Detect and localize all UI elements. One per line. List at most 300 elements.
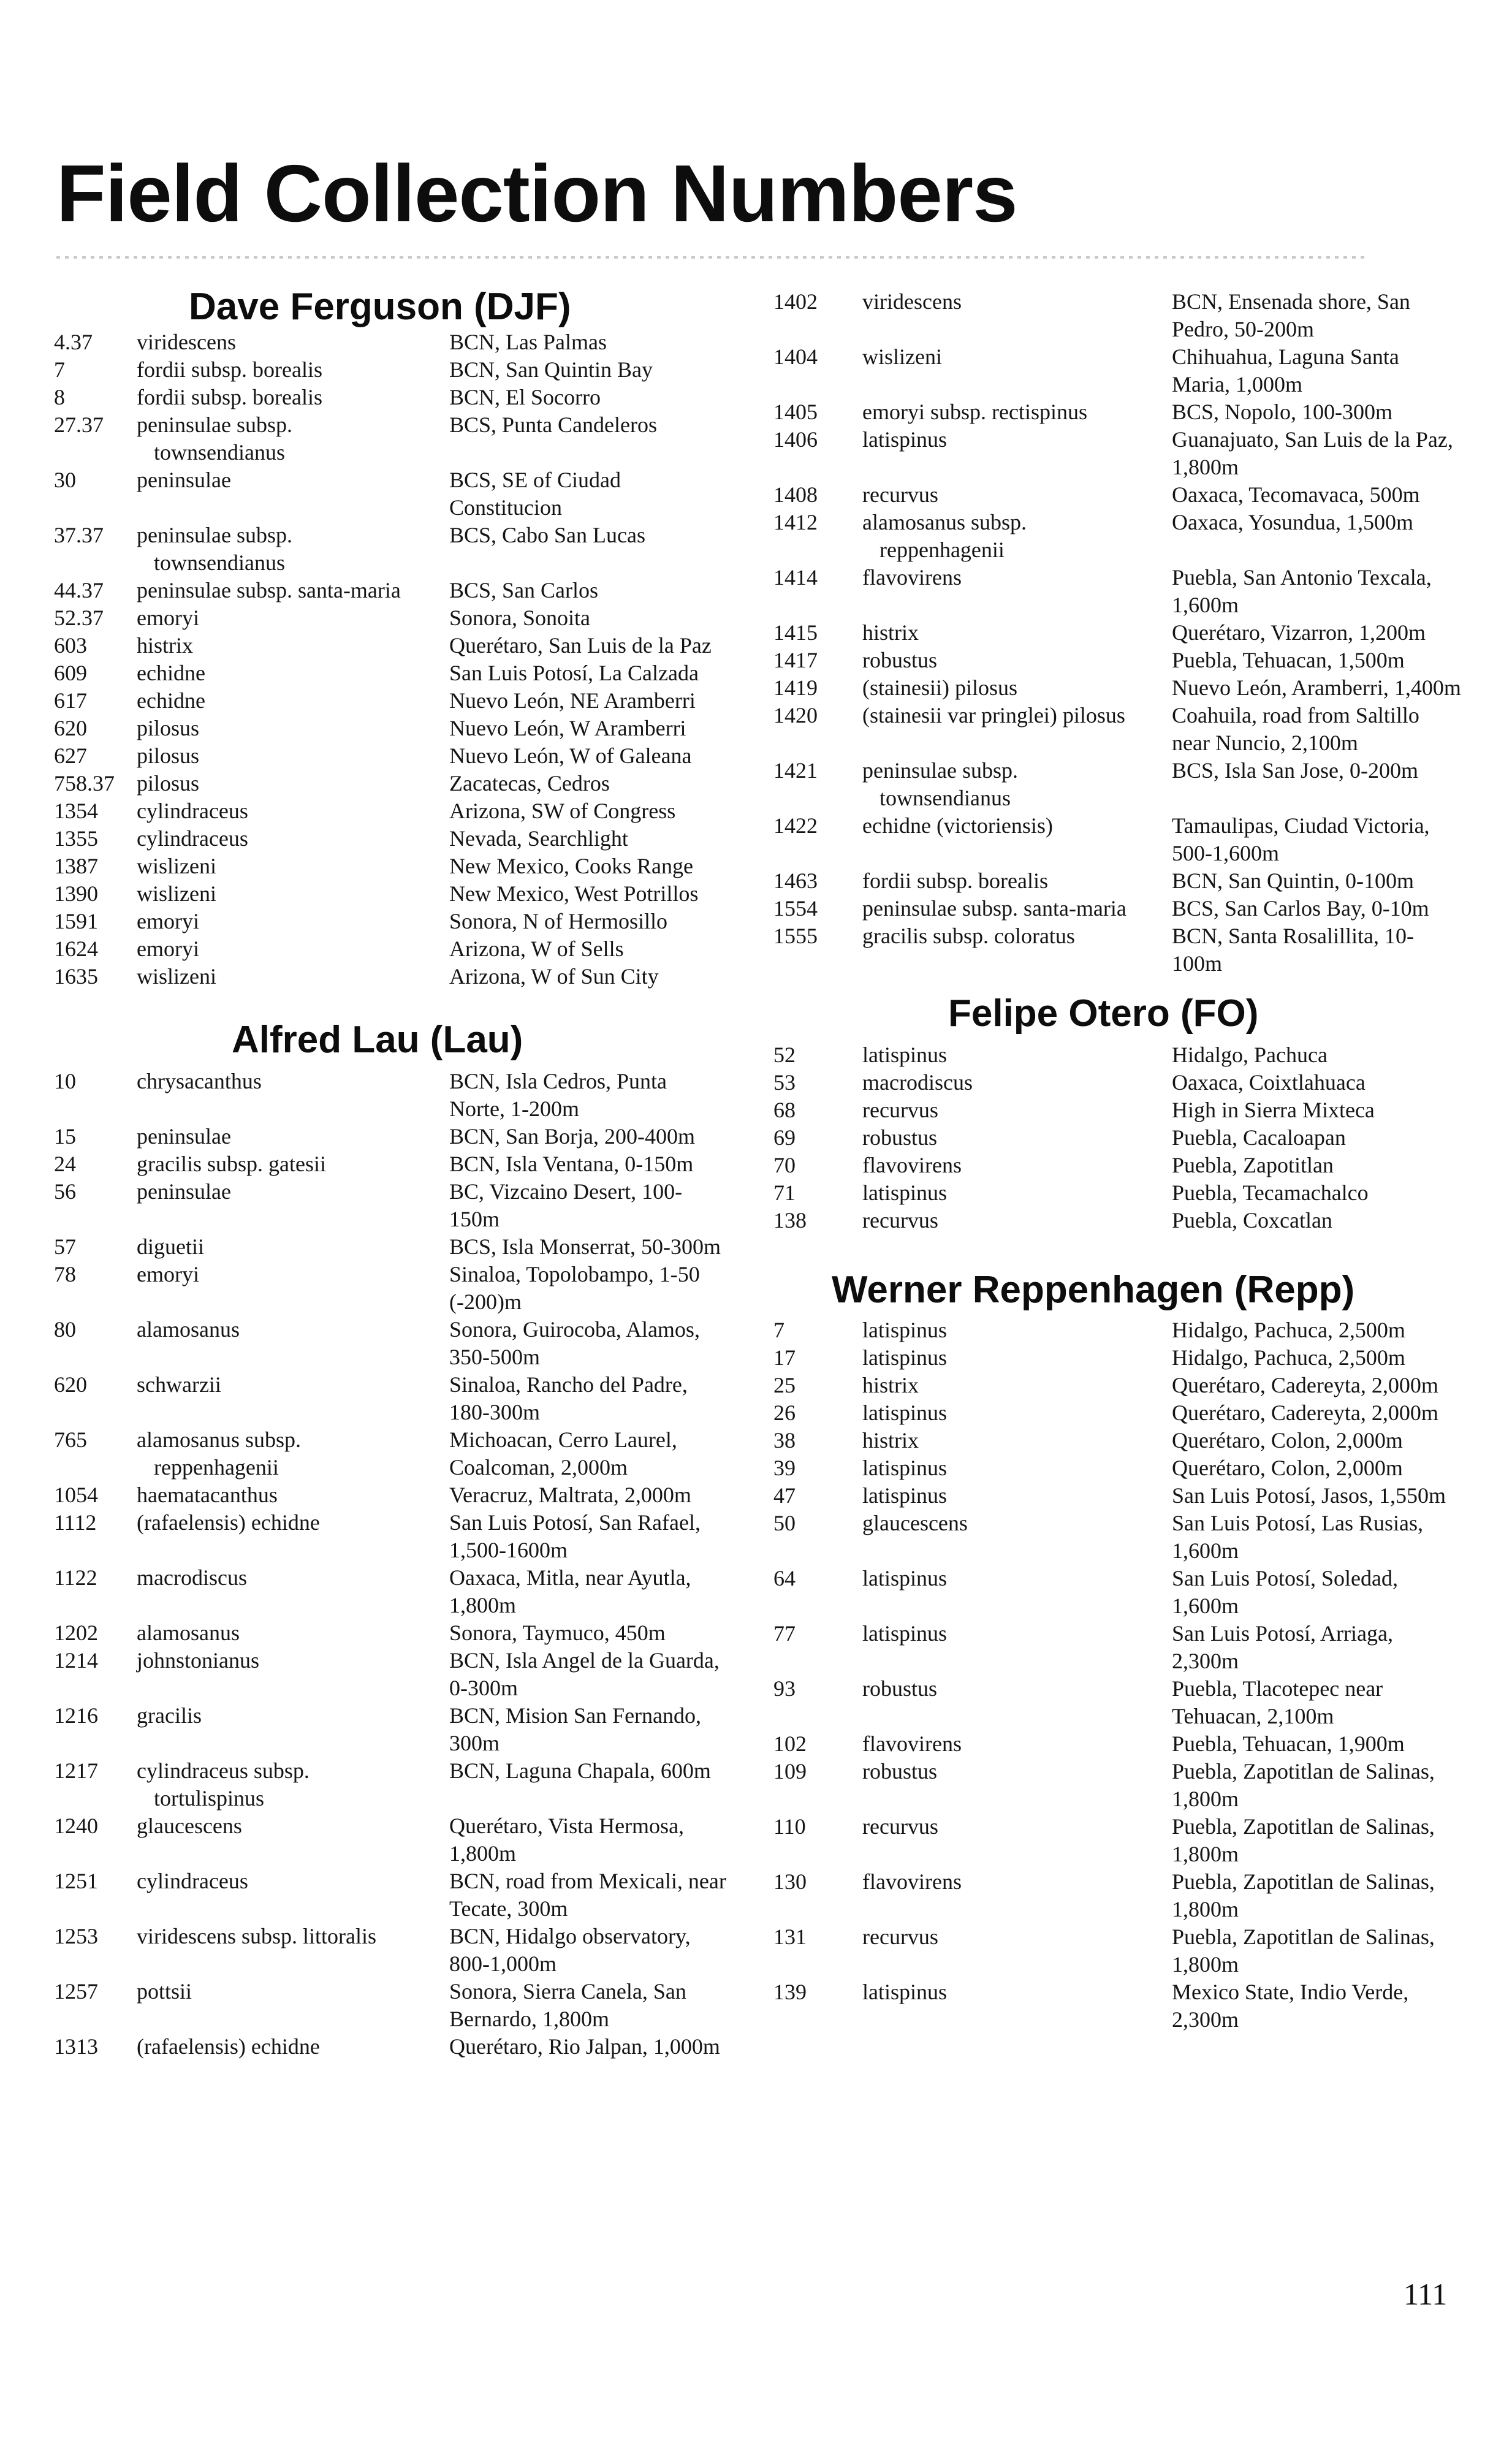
species-name	[137, 1923, 449, 1978]
species-text: macrodiscus	[862, 1070, 973, 1095]
list-item	[54, 1261, 731, 1316]
collection-number: 609	[54, 661, 87, 685]
species-name	[862, 1096, 1172, 1124]
collection-number: 53	[773, 1070, 796, 1095]
species-name	[137, 1123, 449, 1150]
list-item	[54, 1619, 731, 1647]
right-column	[773, 288, 1466, 2034]
species-text: peninsulae	[137, 1179, 231, 1204]
species-text: latispinus	[862, 1318, 948, 1342]
species-name	[137, 466, 449, 522]
list-item	[54, 1702, 731, 1757]
collection-location: Nuevo León, W Aramberri	[449, 716, 686, 740]
collection-location: Puebla, Cacaloapan	[1172, 1125, 1346, 1150]
species-name	[137, 522, 449, 577]
list-item	[54, 1371, 731, 1426]
collection-location: Zacatecas, Cedros	[449, 771, 610, 796]
collection-number: 47	[773, 1483, 796, 1508]
species-name	[862, 702, 1172, 757]
collection-location: Puebla, San Antonio Texcala, 1,600m	[1172, 565, 1432, 617]
species-name	[137, 329, 449, 356]
collection-location: BC, Vizcaino Desert, 100-150m	[449, 1179, 683, 1231]
list-item	[54, 935, 731, 963]
list-item	[773, 1510, 1466, 1565]
species-text: johnstonianus	[137, 1648, 260, 1673]
section-heading-djf: Dave Ferguson (DJF)	[189, 286, 571, 328]
collection-number: 1313	[54, 2034, 98, 2059]
species-text: gracilis subsp. gatesii	[137, 1152, 326, 1176]
collection-number: 1422	[773, 813, 818, 838]
collection-location: San Luis Potosí, La Calzada	[449, 661, 699, 685]
collection-number: 1387	[54, 854, 98, 878]
species-text: alamosanus	[137, 1317, 240, 1342]
collection-location: Sonora, Guirocoba, Alamos, 350-500m	[449, 1317, 700, 1369]
species-text: viridescens	[137, 330, 236, 354]
list-item	[54, 687, 731, 715]
collection-location: San Luis Potosí, Arriaga, 2,300m	[1172, 1621, 1393, 1673]
djf-entries	[54, 329, 731, 990]
collection-location: Veracruz, Maltrata, 2,000m	[449, 1483, 691, 1507]
collection-location: BCN, Laguna Chapala, 600m	[449, 1758, 711, 1783]
collection-location: Querétaro, Colon, 2,000m	[1172, 1456, 1403, 1480]
species-text: echidne	[137, 688, 205, 713]
list-item	[773, 895, 1466, 922]
species-name	[862, 1923, 1172, 1978]
species-name	[862, 1482, 1172, 1510]
collection-location: Nuevo León, W of Galeana	[449, 743, 692, 768]
collection-location: BCN, San Borja, 200-400m	[449, 1124, 695, 1149]
collection-number: 1405	[773, 400, 818, 424]
species-text: wislizeni	[137, 854, 216, 878]
collection-location: Puebla, Tlacotepec near Tehuacan, 2,100m	[1172, 1676, 1383, 1728]
species-text: robustus	[862, 1759, 938, 1784]
species-text: schwarzii	[137, 1372, 221, 1397]
species-text: peninsulae subsp. santa-maria	[137, 578, 401, 602]
collection-location: BCS, Nopolo, 100-300m	[1172, 400, 1393, 424]
species-name	[137, 1564, 449, 1619]
species-text: alamosanus	[137, 1621, 240, 1645]
collection-number: 1112	[54, 1510, 97, 1535]
list-item	[773, 922, 1466, 978]
collection-location: Arizona, SW of Congress	[449, 799, 676, 823]
species-text: flavovirens	[862, 1731, 962, 1756]
species-text: latispinus	[862, 427, 948, 452]
list-item	[54, 1481, 731, 1509]
species-text: (stainesii) pilosus	[862, 675, 1017, 700]
species-name	[137, 742, 449, 770]
page-number: 111	[1404, 2277, 1448, 2311]
species-text: histrix	[862, 620, 919, 645]
species-text: robustus	[862, 648, 938, 672]
collection-location: Nuevo León, NE Aramberri	[449, 688, 696, 713]
collection-number: 4.37	[54, 330, 93, 354]
species-name	[137, 1868, 449, 1923]
species-text: latispinus	[862, 1483, 948, 1508]
list-item	[54, 1068, 731, 1123]
list-item	[54, 715, 731, 742]
collection-location: High in Sierra Mixteca	[1172, 1098, 1375, 1122]
species-text: cylindraceus	[137, 826, 248, 851]
list-item	[54, 1178, 731, 1233]
species-name	[862, 1620, 1172, 1675]
species-name	[862, 1454, 1172, 1482]
collection-number: 50	[773, 1511, 796, 1535]
collection-location: BCN, Mision San Fernando, 300m	[449, 1703, 702, 1755]
section-heading-lau: Alfred Lau (Lau)	[232, 1019, 523, 1061]
collection-location: New Mexico, West Potrillos	[449, 881, 699, 906]
collection-number: 620	[54, 1372, 87, 1397]
collection-number: 758.37	[54, 771, 115, 796]
species-text: latispinus	[862, 1180, 948, 1205]
species-name	[862, 757, 1172, 812]
list-item	[773, 1372, 1466, 1399]
collection-number: 627	[54, 743, 87, 768]
collection-location: Querétaro, Colon, 2,000m	[1172, 1428, 1403, 1453]
list-item	[773, 1868, 1466, 1923]
collection-location: BCS, San Carlos	[449, 578, 599, 602]
species-name	[137, 384, 449, 411]
list-item	[54, 329, 731, 356]
collection-location: Oaxaca, Yosundua, 1,500m	[1172, 510, 1413, 534]
species-text: recurvus	[862, 1208, 938, 1233]
collection-number: 1251	[54, 1869, 98, 1893]
list-item	[773, 1096, 1466, 1124]
collection-location: Puebla, Zapotitlan de Salinas, 1,800m	[1172, 1925, 1435, 1977]
collection-number: 69	[773, 1125, 796, 1150]
species-name	[862, 1730, 1172, 1758]
species-text: peninsulae subsp.	[862, 758, 1018, 783]
list-item	[773, 812, 1466, 867]
collection-number: 109	[773, 1759, 807, 1784]
species-text: fordii subsp. borealis	[862, 868, 1048, 893]
collection-number: 1402	[773, 289, 818, 314]
list-item	[54, 411, 731, 466]
species-name	[137, 659, 449, 687]
list-item	[54, 1426, 731, 1481]
list-item	[54, 1233, 731, 1261]
collection-number: 1217	[54, 1758, 98, 1783]
collection-location: BCN, Isla Ventana, 0-150m	[449, 1152, 694, 1176]
collection-location: Sonora, N of Hermosillo	[449, 909, 667, 933]
collection-location: BCN, Hidalgo observatory, 800-1,000m	[449, 1924, 691, 1976]
collection-number: 71	[773, 1180, 796, 1205]
list-item	[54, 908, 731, 935]
list-item	[773, 757, 1466, 812]
species-text: emoryi	[137, 937, 199, 961]
species-name	[862, 1179, 1172, 1207]
species-name	[862, 426, 1172, 481]
collection-number: 1554	[773, 896, 818, 921]
list-item	[54, 770, 731, 797]
species-name	[862, 1399, 1172, 1427]
species-name	[862, 1978, 1172, 2034]
species-name	[137, 825, 449, 853]
species-name	[137, 1233, 449, 1261]
collection-number: 56	[54, 1179, 76, 1204]
species-text: wislizeni	[137, 964, 216, 989]
collection-location: BCN, San Quintin Bay	[449, 357, 653, 382]
species-text: cylindraceus	[137, 1869, 248, 1893]
collection-location: Querétaro, Rio Jalpan, 1,000m	[449, 2034, 720, 2059]
collection-location: Sinaloa, Rancho del Padre, 180-300m	[449, 1372, 688, 1424]
list-item	[54, 522, 731, 577]
species-name	[862, 895, 1172, 922]
species-name	[862, 1344, 1172, 1372]
list-item	[54, 659, 731, 687]
list-item	[773, 674, 1466, 702]
species-text: peninsulae	[137, 1124, 231, 1149]
collection-location: BCS, Cabo San Lucas	[449, 523, 645, 547]
species-text: latispinus	[862, 1566, 948, 1590]
species-text: pilosus	[137, 716, 200, 740]
collection-location: San Luis Potosí, Las Rusias, 1,600m	[1172, 1511, 1424, 1563]
collection-number: 138	[773, 1208, 807, 1233]
collection-number: 8	[54, 385, 65, 409]
species-name	[137, 908, 449, 935]
collection-location: BCS, Punta Candeleros	[449, 412, 657, 437]
species-name	[862, 1124, 1172, 1152]
collection-number: 1420	[773, 703, 818, 728]
collection-number: 68	[773, 1098, 796, 1122]
list-item	[773, 1344, 1466, 1372]
species-continuation: reppenhagenii	[879, 538, 1005, 562]
collection-location: Puebla, Zapotitlan	[1172, 1153, 1334, 1177]
species-text: flavovirens	[862, 1869, 962, 1894]
species-name	[137, 1978, 449, 2033]
collection-location: Sinaloa, Topolobampo, 1-50 (-200)m	[449, 1262, 700, 1314]
collection-number: 1408	[773, 482, 818, 507]
collection-location: San Luis Potosí, San Rafael, 1,500-1600m	[449, 1510, 701, 1562]
collection-number: 1421	[773, 758, 818, 783]
species-text: chrysacanthus	[137, 1069, 262, 1093]
collection-number: 70	[773, 1153, 796, 1177]
species-text: latispinus	[862, 1621, 948, 1646]
section-heading-repp: Werner Reppenhagen (Repp)	[832, 1269, 1355, 1311]
collection-location: Nevada, Searchlight	[449, 826, 628, 851]
collection-location: BCN, San Quintin, 0-100m	[1172, 868, 1415, 893]
collection-location: San Luis Potosí, Jasos, 1,550m	[1172, 1483, 1446, 1508]
collection-location: BCS, Isla Monserrat, 50-300m	[449, 1234, 721, 1259]
collection-number: 26	[773, 1400, 796, 1425]
species-continuation: townsendianus	[154, 440, 285, 465]
species-text: histrix	[862, 1373, 919, 1397]
collection-number: 1216	[54, 1703, 98, 1728]
species-name	[862, 343, 1172, 398]
species-name	[862, 1813, 1172, 1868]
species-name	[862, 398, 1172, 426]
species-name	[137, 1702, 449, 1757]
list-item	[773, 1923, 1466, 1978]
species-text: gracilis	[137, 1703, 202, 1728]
collection-location: BCN, Isla Cedros, Punta Norte, 1-200m	[449, 1069, 667, 1121]
list-item	[54, 356, 731, 384]
collection-number: 130	[773, 1869, 807, 1894]
collection-location: Puebla, Coxcatlan	[1172, 1208, 1332, 1233]
species-text: latispinus	[862, 1980, 948, 2004]
species-continuation: reppenhagenii	[154, 1455, 279, 1480]
lau-entries	[54, 1068, 731, 2061]
species-name	[137, 963, 449, 990]
species-text: pilosus	[137, 743, 200, 768]
species-name	[137, 1261, 449, 1316]
collection-number: 17	[773, 1345, 796, 1370]
list-item	[773, 702, 1466, 757]
list-item	[773, 481, 1466, 509]
collection-number: 1591	[54, 909, 98, 933]
collection-location: BCN, Las Palmas	[449, 330, 607, 354]
list-item	[54, 797, 731, 825]
species-name	[137, 853, 449, 880]
collection-number: 52.37	[54, 606, 104, 630]
collection-location: Puebla, Tecamachalco	[1172, 1180, 1369, 1205]
list-item	[773, 288, 1466, 343]
list-item	[773, 867, 1466, 895]
collection-location: BCN, Santa Rosalillita, 10-100m	[1172, 924, 1414, 976]
fo-entries	[773, 1041, 1466, 1234]
djf-continued-entries	[773, 288, 1466, 978]
list-item	[54, 384, 731, 411]
collection-number: 1419	[773, 675, 818, 700]
species-text: wislizeni	[862, 344, 942, 369]
collection-location: BCN, El Socorro	[449, 385, 601, 409]
species-text: emoryi	[137, 1262, 199, 1286]
species-text: viridescens subsp. littoralis	[137, 1924, 376, 1948]
list-item	[773, 426, 1466, 481]
collection-number: 52	[773, 1043, 796, 1067]
collection-number: 25	[773, 1373, 796, 1397]
species-name	[862, 1565, 1172, 1620]
collection-number: 1122	[54, 1565, 97, 1590]
species-name	[137, 687, 449, 715]
collection-number: 131	[773, 1925, 807, 1949]
list-item	[54, 1812, 731, 1868]
collection-number: 1463	[773, 868, 818, 893]
species-name	[137, 797, 449, 825]
species-name	[862, 1427, 1172, 1454]
list-item	[773, 1813, 1466, 1868]
list-item	[54, 963, 731, 990]
species-name	[137, 1316, 449, 1371]
section-heading-fo: Felipe Otero (FO)	[948, 992, 1259, 1035]
species-name	[862, 1868, 1172, 1923]
species-text: peninsulae subsp.	[137, 523, 292, 547]
species-name	[137, 1426, 449, 1481]
collection-location: Sonora, Sonoita	[449, 606, 590, 630]
list-item	[54, 853, 731, 880]
list-item	[773, 564, 1466, 619]
species-text: echidne (victoriensis)	[862, 813, 1053, 838]
species-name	[862, 1510, 1172, 1565]
list-item	[773, 1152, 1466, 1179]
collection-number: 1404	[773, 344, 818, 369]
collection-number: 1635	[54, 964, 98, 989]
list-item	[54, 577, 731, 604]
species-text: glaucescens	[137, 1814, 242, 1838]
collection-location: Puebla, Zapotitlan de Salinas, 1,800m	[1172, 1814, 1435, 1866]
list-item	[773, 398, 1466, 426]
species-name	[862, 481, 1172, 509]
species-text: alamosanus subsp.	[862, 510, 1027, 534]
list-item	[773, 1179, 1466, 1207]
species-name	[137, 880, 449, 908]
list-item	[773, 1069, 1466, 1096]
species-name	[862, 509, 1172, 564]
species-text: diguetii	[137, 1234, 204, 1259]
list-item	[773, 1317, 1466, 1344]
list-item	[54, 825, 731, 853]
species-text: (rafaelensis) echidne	[137, 1510, 320, 1535]
collection-location: Querétaro, Vista Hermosa, 1,800m	[449, 1814, 685, 1866]
species-text: emoryi subsp. rectispinus	[862, 400, 1087, 424]
collection-number: 1257	[54, 1979, 98, 2004]
collection-number: 765	[54, 1427, 87, 1452]
collection-location: BCS, SE of Ciudad Constitucion	[449, 468, 621, 520]
species-text: histrix	[862, 1428, 919, 1453]
collection-number: 44.37	[54, 578, 104, 602]
species-name	[862, 1152, 1172, 1179]
collection-location: Oaxaca, Coixtlahuaca	[1172, 1070, 1366, 1095]
species-name	[862, 812, 1172, 867]
list-item	[54, 1923, 731, 1978]
species-text: flavovirens	[862, 1153, 962, 1177]
species-text: histrix	[137, 633, 194, 658]
species-text: gracilis subsp. coloratus	[862, 924, 1075, 948]
collection-location: Puebla, Zapotitlan de Salinas, 1,800m	[1172, 1869, 1435, 1921]
collection-number: 1412	[773, 510, 818, 534]
collection-number: 78	[54, 1262, 76, 1286]
list-item	[773, 1454, 1466, 1482]
species-text: cylindraceus subsp.	[137, 1758, 310, 1783]
species-text: pilosus	[137, 771, 200, 796]
list-item	[773, 1207, 1466, 1234]
species-name	[137, 632, 449, 659]
list-item	[773, 1124, 1466, 1152]
list-item	[54, 1564, 731, 1619]
collection-location: New Mexico, Cooks Range	[449, 854, 693, 878]
collection-number: 1417	[773, 648, 818, 672]
species-name	[137, 577, 449, 604]
species-name	[862, 1069, 1172, 1096]
list-item	[54, 1316, 731, 1371]
species-text: latispinus	[862, 1400, 948, 1425]
collection-number: 1624	[54, 937, 98, 961]
collection-location: Michoacan, Cerro Laurel, Coalcoman, 2,000m	[449, 1427, 677, 1480]
species-text: peninsulae subsp. santa-maria	[862, 896, 1126, 921]
collection-location: Coahuila, road from Saltillo near Nuncio, 2,100m	[1172, 703, 1419, 755]
collection-number: 110	[773, 1814, 806, 1839]
collection-number: 15	[54, 1124, 76, 1149]
species-continuation: tortulispinus	[154, 1786, 265, 1811]
species-name	[137, 1481, 449, 1509]
species-name	[137, 935, 449, 963]
collection-location: Sonora, Taymuco, 450m	[449, 1621, 666, 1645]
collection-location: Chihuahua, Laguna Santa Maria, 1,000m	[1172, 344, 1399, 397]
collection-number: 1355	[54, 826, 98, 851]
list-item	[773, 1427, 1466, 1454]
list-item	[54, 1868, 731, 1923]
species-name	[862, 1207, 1172, 1234]
list-item	[773, 1730, 1466, 1758]
collection-number: 7	[773, 1318, 784, 1342]
list-item	[54, 466, 731, 522]
collection-location: Oaxaca, Mitla, near Ayutla, 1,800m	[449, 1565, 691, 1617]
collection-location: Arizona, W of Sells	[449, 937, 624, 961]
collection-number: 30	[54, 468, 76, 492]
list-item	[54, 2033, 731, 2061]
species-name	[137, 1647, 449, 1702]
list-item	[54, 880, 731, 908]
species-name	[137, 356, 449, 384]
